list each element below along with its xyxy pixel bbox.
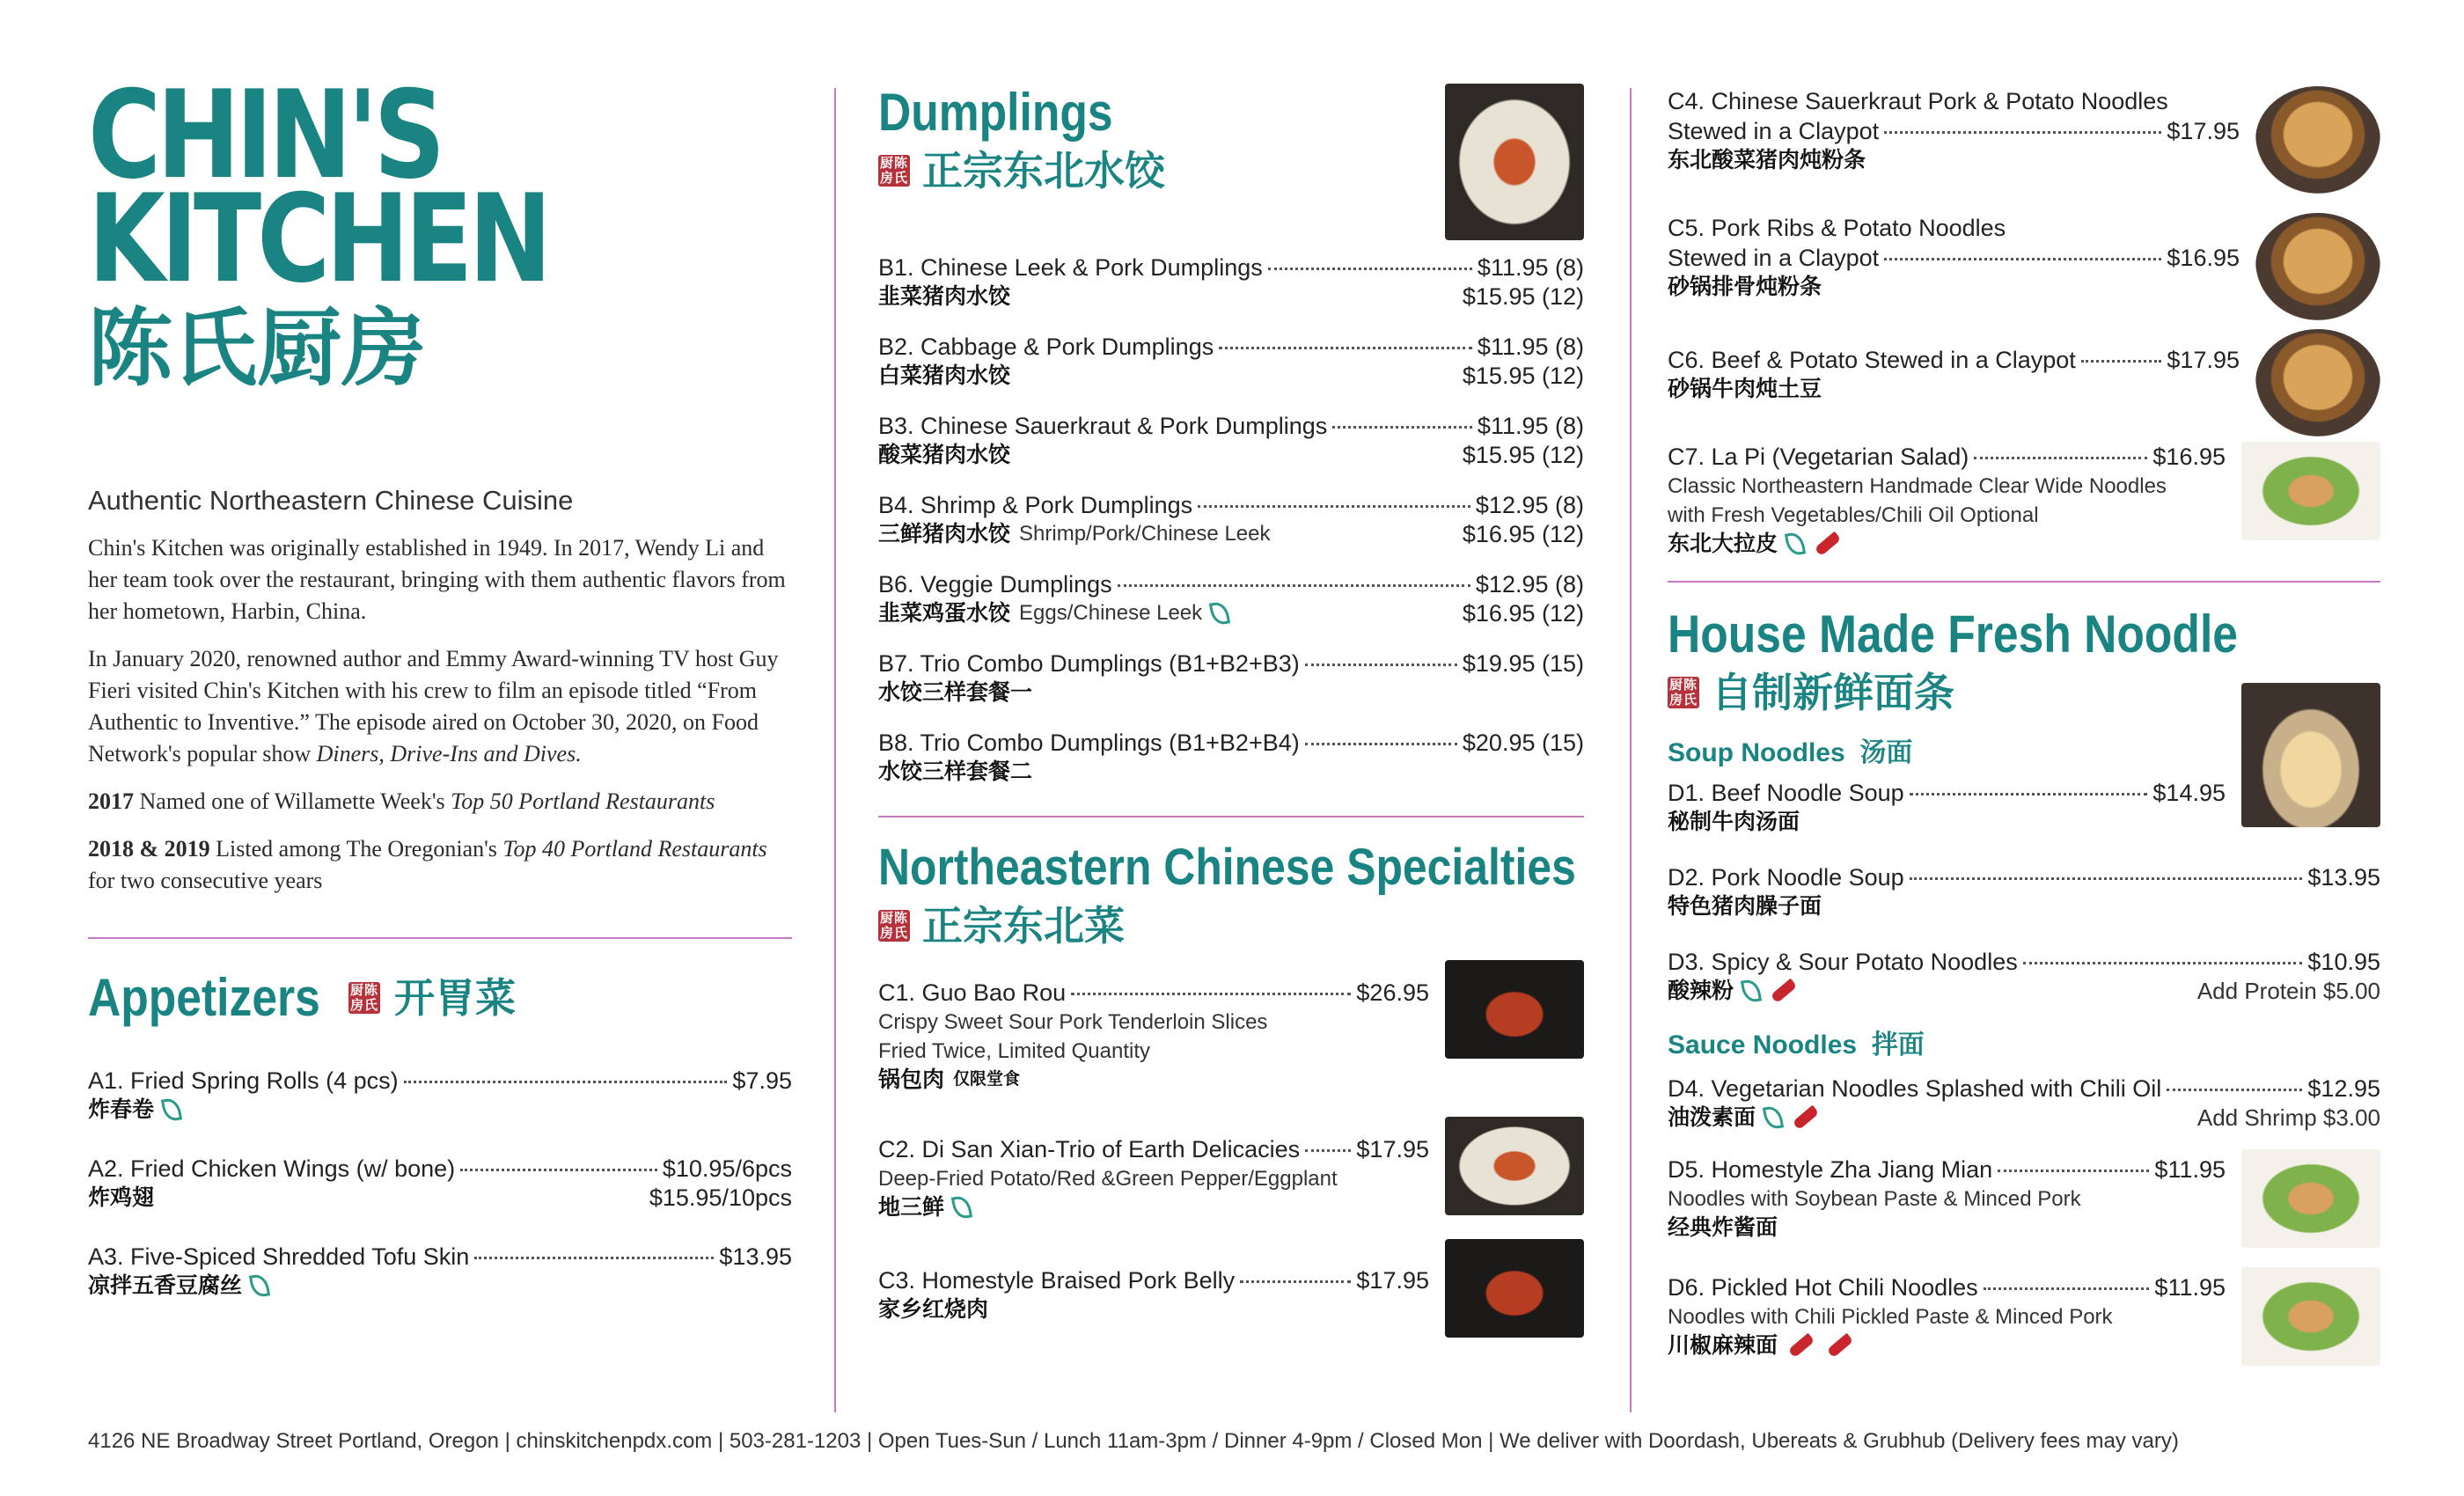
dot-leader xyxy=(1305,664,1457,666)
section-divider xyxy=(878,816,1584,818)
appetizers-title-zh: 开胃菜 xyxy=(394,975,516,1021)
menu-text: $15.95 (12) xyxy=(1462,363,1584,389)
menu-text: $10.95 xyxy=(2307,949,2380,975)
dot-leader xyxy=(1305,1149,1351,1152)
column-divider-1 xyxy=(834,88,836,1412)
menu-item-c2 xyxy=(878,1117,1584,1221)
dot-leader xyxy=(404,1081,728,1083)
seal-icon: 厨陈房氏 xyxy=(1669,678,1698,708)
menu-text: 特色猪肉臊子面 xyxy=(1668,894,1822,919)
menu-text: Deep-Fried Potato/Red &Green Pepper/Eggplant xyxy=(878,1167,1338,1191)
menu-text: 韭菜鸡蛋水饺 xyxy=(878,601,1011,626)
menu-text: Top 40 Portland Restaurants xyxy=(502,836,767,862)
menu-text: C5. Pork Ribs & Potato Noodles xyxy=(1668,215,2006,241)
menu-text: $11.95 (8) xyxy=(1477,413,1584,439)
menu-item-d1 xyxy=(1668,778,2226,836)
menu-text: $12.95 (8) xyxy=(1475,492,1584,518)
dumplings-title-zh: 正宗东北水饺 xyxy=(922,148,1165,194)
restaurant-story xyxy=(88,532,792,897)
menu-text: $12.95 xyxy=(2307,1075,2380,1102)
story-paragraph-1: Chin's Kitchen was originally established in 1949. In 2017, Wendy Li and her team took over the restaurant, bringing with them authentic flavors from her hometown, Harbin, China. xyxy=(88,535,786,624)
menu-text: 汤面 xyxy=(1859,738,1913,767)
la-pi-photo xyxy=(2241,442,2380,540)
menu-text: 仅限堂食 xyxy=(953,1070,1021,1089)
menu-text: 拌面 xyxy=(1871,1030,1925,1060)
noodles-title-zh: 自制新鲜面条 xyxy=(1712,670,1954,715)
menu-text: Noodles with Soybean Paste & Minced Pork xyxy=(1668,1187,2081,1211)
menu-text: Soup Noodles xyxy=(1668,738,1845,767)
menu-item-b2 xyxy=(878,332,1584,390)
story-paragraph-2 xyxy=(88,643,792,770)
menu-text: Listed among The Oregonian's xyxy=(216,836,497,862)
menu-item-b8 xyxy=(878,728,1584,786)
menu-text: 油泼素面 xyxy=(1668,1105,1756,1130)
leaf-icon xyxy=(161,1096,182,1122)
menu-text: 炸春卷 xyxy=(88,1097,155,1122)
menu-text: $12.95 (8) xyxy=(1475,571,1584,598)
dot-leader xyxy=(1884,131,2161,134)
menu-text: D6. Pickled Hot Chili Noodles xyxy=(1668,1274,1978,1301)
menu-text: 经典炸酱面 xyxy=(1668,1215,1778,1240)
menu-item-d1-wrap xyxy=(1668,683,2380,836)
menu-text: Named one of Willamette Week's xyxy=(139,788,445,814)
menu-text: $16.95 (12) xyxy=(1462,521,1584,547)
di-san-xian-photo xyxy=(1445,1117,1584,1215)
menu-item-b7 xyxy=(878,649,1584,707)
menu-text: B6. Veggie Dumplings xyxy=(878,571,1112,598)
dot-leader xyxy=(474,1257,714,1259)
menu-text: $14.95 xyxy=(2152,780,2226,806)
menu-text: $16.95 xyxy=(2167,245,2240,271)
tagline: Authentic Northeastern Chinese Cuisine xyxy=(88,485,574,516)
menu-text: 2018 & 2019 xyxy=(88,836,210,862)
dumplings-photo xyxy=(1445,84,1584,240)
dot-leader xyxy=(1884,258,2161,260)
dot-leader xyxy=(1118,584,1470,587)
menu-text: $16.95 (12) xyxy=(1462,600,1584,627)
left-column xyxy=(88,64,792,1399)
menu-item-b4 xyxy=(878,490,1584,548)
menu-text: 砂锅排骨炖粉条 xyxy=(1668,275,1822,299)
menu-text: Noodles with Chili Pickled Paste & Minced Pork xyxy=(1668,1305,2113,1329)
menu-text: B4. Shrimp & Pork Dumplings xyxy=(878,492,1193,518)
sauce-noodles-title xyxy=(1668,1028,2380,1063)
menu-item-c4 xyxy=(1668,86,2380,194)
seal-icon: 厨陈房氏 xyxy=(350,983,379,1013)
menu-text: 川椒麻辣面 xyxy=(1668,1333,1778,1358)
guo-bao-rou-photo xyxy=(1445,960,1584,1059)
menu-text: 酸菜猪肉水饺 xyxy=(878,443,1011,467)
menu-text: $10.95/6pcs xyxy=(662,1155,792,1182)
menu-text: 家乡红烧肉 xyxy=(878,1297,989,1322)
menu-text: $15.95 (12) xyxy=(1462,442,1584,468)
dumplings-header xyxy=(878,84,1584,240)
menu-text: $11.95 xyxy=(2154,1156,2226,1183)
section-divider xyxy=(1668,581,2380,583)
menu-text: 东北大拉皮 xyxy=(1668,532,1778,556)
menu-text: B8. Trio Combo Dumplings (B1+B2+B4) xyxy=(878,730,1300,756)
menu-item-a1 xyxy=(88,1066,792,1124)
menu-text: 凉拌五香豆腐丝 xyxy=(88,1273,243,1298)
leaf-icon xyxy=(1741,978,1762,1003)
middle-column xyxy=(878,84,1584,1399)
menu-text: Eggs/Chinese Leek xyxy=(1019,601,1203,625)
dot-leader xyxy=(2081,360,2162,363)
menu-text: D4. Vegetarian Noodles Splashed with Chili Oil xyxy=(1668,1075,2162,1102)
menu-text: C1. Guo Bao Rou xyxy=(878,979,1067,1006)
menu-text: 地三鲜 xyxy=(878,1195,945,1220)
dot-leader xyxy=(1198,505,1470,508)
dot-leader xyxy=(1268,268,1472,270)
menu-item-d4 xyxy=(1668,1074,2380,1132)
menu-text: $17.95 xyxy=(1356,1136,1429,1162)
brand-name-zh: 陈氏厨房 xyxy=(88,298,426,398)
hot-chili-noodles-photo xyxy=(2241,1267,2380,1366)
dot-leader xyxy=(1910,877,2303,880)
menu-text: A3. Five-Spiced Shredded Tofu Skin xyxy=(88,1243,470,1270)
dot-leader xyxy=(1974,457,2147,459)
menu-text: D1. Beef Noodle Soup xyxy=(1668,780,1904,806)
menu-text: $19.95 (15) xyxy=(1462,650,1584,677)
menu-text: C7. La Pi (Vegetarian Salad) xyxy=(1668,444,1969,470)
menu-text: with Fresh Vegetables/Chili Oil Optional xyxy=(1668,503,2039,527)
menu-text: Add Shrimp $3.00 xyxy=(2196,1104,2380,1131)
dot-leader xyxy=(460,1169,657,1171)
menu-item-a2 xyxy=(88,1154,792,1212)
menu-text: 东北酸菜猪肉炖粉条 xyxy=(1668,148,1866,172)
menu-text: 水饺三样套餐一 xyxy=(878,680,1033,705)
menu-text: D3. Spicy & Sour Potato Noodles xyxy=(1668,949,2018,975)
pork-ribs-photo xyxy=(2255,213,2380,320)
menu-text: 炸鸡翅 xyxy=(88,1185,155,1210)
menu-item-d6 xyxy=(1668,1267,2380,1366)
menu-item-b6 xyxy=(878,569,1584,627)
menu-text: B2. Cabbage & Pork Dumplings xyxy=(878,334,1214,360)
dot-leader xyxy=(1305,743,1457,745)
menu-text: for two consecutive years xyxy=(88,868,323,893)
menu-text: 白菜猪肉水饺 xyxy=(878,363,1011,388)
seal-icon: 厨陈房氏 xyxy=(880,911,909,941)
menu-text: Diners, Drive-Ins and Dives. xyxy=(316,741,582,766)
menu-text: B3. Chinese Sauerkraut & Pork Dumplings xyxy=(878,413,1328,439)
menu-text: 水饺三样套餐二 xyxy=(878,759,1033,784)
dot-leader xyxy=(1240,1280,1351,1283)
dot-leader xyxy=(1910,793,2148,796)
menu-text: Top 50 Portland Restaurants xyxy=(451,788,715,814)
menu-text: 秘制牛肉汤面 xyxy=(1668,810,1800,834)
menu-text: Shrimp/Pork/Chinese Leek xyxy=(1019,522,1271,546)
menu-text: D2. Pork Noodle Soup xyxy=(1668,864,1904,891)
menu-text: $13.95 xyxy=(719,1243,792,1270)
award-2018-2019 xyxy=(88,833,792,897)
menu-item-c5 xyxy=(1668,213,2380,320)
chili-pepper-icon xyxy=(1827,1333,1854,1358)
menu-item-b3 xyxy=(878,411,1584,469)
beef-noodle-photo xyxy=(2241,683,2380,827)
menu-item-c1 xyxy=(878,960,1584,1094)
menu-text: 2017 xyxy=(88,788,134,814)
seal-icon: 厨陈房氏 xyxy=(880,156,909,186)
menu-item-d5 xyxy=(1668,1149,2380,1248)
menu-text: $26.95 xyxy=(1356,979,1429,1006)
appetizers-section xyxy=(88,969,792,1300)
chili-pepper-icon xyxy=(1771,979,1798,1003)
menu-text: 三鲜猪肉水饺 xyxy=(878,522,1011,546)
menu-text: Stewed in a Claypot xyxy=(1668,118,1880,144)
menu-text: Sauce Noodles xyxy=(1668,1030,1858,1060)
menu-text: $11.95 xyxy=(2154,1274,2226,1301)
menu-text: $13.95 xyxy=(2307,864,2380,891)
menu-text: D5. Homestyle Zha Jiang Mian xyxy=(1668,1156,1993,1183)
dot-leader xyxy=(1984,1287,2150,1290)
menu-text: In January 2020, renowned author and Emmy Award-winning TV host Guy Fieri visited Chin's Kitchen with his crew to film an episode titled “From Authentic to Inventive.” The episode aired on October 30, 2020, on Food Network's popular show xyxy=(88,646,779,766)
menu-text: $17.95 xyxy=(2167,347,2240,373)
dumplings-list xyxy=(878,253,1584,786)
menu-text: C4. Chinese Sauerkraut Pork & Potato Noodles xyxy=(1668,88,2168,114)
zha-jiang-mian-photo xyxy=(2241,1149,2380,1248)
dumplings-title: Dumplings xyxy=(878,83,1113,142)
dot-leader xyxy=(1219,347,1472,349)
noodles-title: House Made Fresh Noodle xyxy=(1668,605,2238,664)
appetizers-title: Appetizers xyxy=(88,968,320,1027)
specialties-section xyxy=(878,839,1584,1338)
menu-text: 酸辣粉 xyxy=(1668,979,1734,1003)
leaf-icon xyxy=(1763,1104,1784,1130)
menu-item-c3 xyxy=(878,1239,1584,1338)
menu-item-d3 xyxy=(1668,947,2380,1005)
braised-pork-belly-photo xyxy=(1445,1239,1584,1338)
menu-text: Stewed in a Claypot xyxy=(1668,245,1880,271)
menu-text: $11.95 (8) xyxy=(1477,334,1584,360)
menu-text: $11.95 (8) xyxy=(1477,254,1584,281)
award-2017 xyxy=(88,786,792,818)
menu-text: A1. Fried Spring Rolls (4 pcs) xyxy=(88,1067,399,1094)
claypot-noodles-photo xyxy=(2255,86,2380,194)
specialties-title: Northeastern Chinese Specialties xyxy=(878,839,1576,896)
dot-leader xyxy=(1332,426,1472,429)
dot-leader xyxy=(2167,1089,2302,1091)
menu-text: 锅包肉 xyxy=(878,1067,945,1092)
menu-text: $16.95 xyxy=(2152,444,2226,470)
dot-leader xyxy=(1071,993,1351,995)
menu-text: 砂锅牛肉炖土豆 xyxy=(1668,377,1822,401)
menu-text: $15.95 (12) xyxy=(1462,283,1584,310)
leaf-icon xyxy=(249,1272,270,1298)
menu-item-a3 xyxy=(88,1242,792,1300)
menu-item-c6 xyxy=(1668,329,2380,436)
leaf-icon xyxy=(951,1194,972,1220)
menu-item-c7 xyxy=(1668,442,2380,558)
menu-text: $15.95/10pcs xyxy=(649,1184,792,1211)
menu-text: B7. Trio Combo Dumplings (B1+B2+B3) xyxy=(878,650,1300,677)
chili-pepper-icon xyxy=(1788,1333,1815,1358)
menu-text: C2. Di San Xian-Trio of Earth Delicacies xyxy=(878,1136,1301,1162)
menu-text: $17.95 xyxy=(1356,1267,1429,1294)
menu-text: Classic Northeastern Handmade Clear Wide Noodles xyxy=(1668,474,2167,498)
menu-text: $17.95 xyxy=(2167,118,2240,144)
menu-text: B1. Chinese Leek & Pork Dumplings xyxy=(878,254,1263,281)
menu-item-d2 xyxy=(1668,862,2380,920)
brand-name-en: CHIN'S KITCHEN xyxy=(88,64,548,310)
menu-text: A2. Fried Chicken Wings (w/ bone) xyxy=(88,1155,456,1182)
dot-leader xyxy=(1998,1170,2149,1172)
menu-text: 韭菜猪肉水饺 xyxy=(878,284,1011,309)
beef-potato-photo xyxy=(2255,329,2380,436)
section-divider xyxy=(88,937,792,939)
leaf-icon xyxy=(1209,600,1230,626)
menu-text: Fried Twice, Limited Quantity xyxy=(878,1039,1151,1063)
dot-leader xyxy=(2023,962,2303,964)
menu-text: C3. Homestyle Braised Pork Belly xyxy=(878,1267,1236,1294)
menu-text: Add Protein $5.00 xyxy=(2196,978,2380,1004)
menu-item-b1 xyxy=(878,253,1584,311)
footer-contact-info: 4126 NE Broadway Street Portland, Oregon | chinskitchenpdx.com | 503-281-1203 | Open Tues-Sun / Lunch 11am-3pm / Dinner 4-9pm / Closed Mon | We deliver with Doordash, Ubereats & Grubhub (Delivery fees may vary) xyxy=(88,1429,2179,1453)
menu-text: C6. Beef & Potato Stewed in a Claypot xyxy=(1668,347,2076,373)
menu-text: Crispy Sweet Sour Pork Tenderloin Slices xyxy=(878,1010,1268,1034)
specialties-title-zh: 正宗东北菜 xyxy=(922,903,1125,949)
leaf-icon xyxy=(1785,531,1806,556)
column-divider-2 xyxy=(1630,88,1632,1412)
chili-pepper-icon xyxy=(1815,532,1842,556)
right-column xyxy=(1668,86,2380,1399)
chili-pepper-icon xyxy=(1793,1105,1820,1130)
menu-text: $20.95 (15) xyxy=(1462,730,1584,756)
menu-text: $7.95 xyxy=(732,1067,792,1094)
